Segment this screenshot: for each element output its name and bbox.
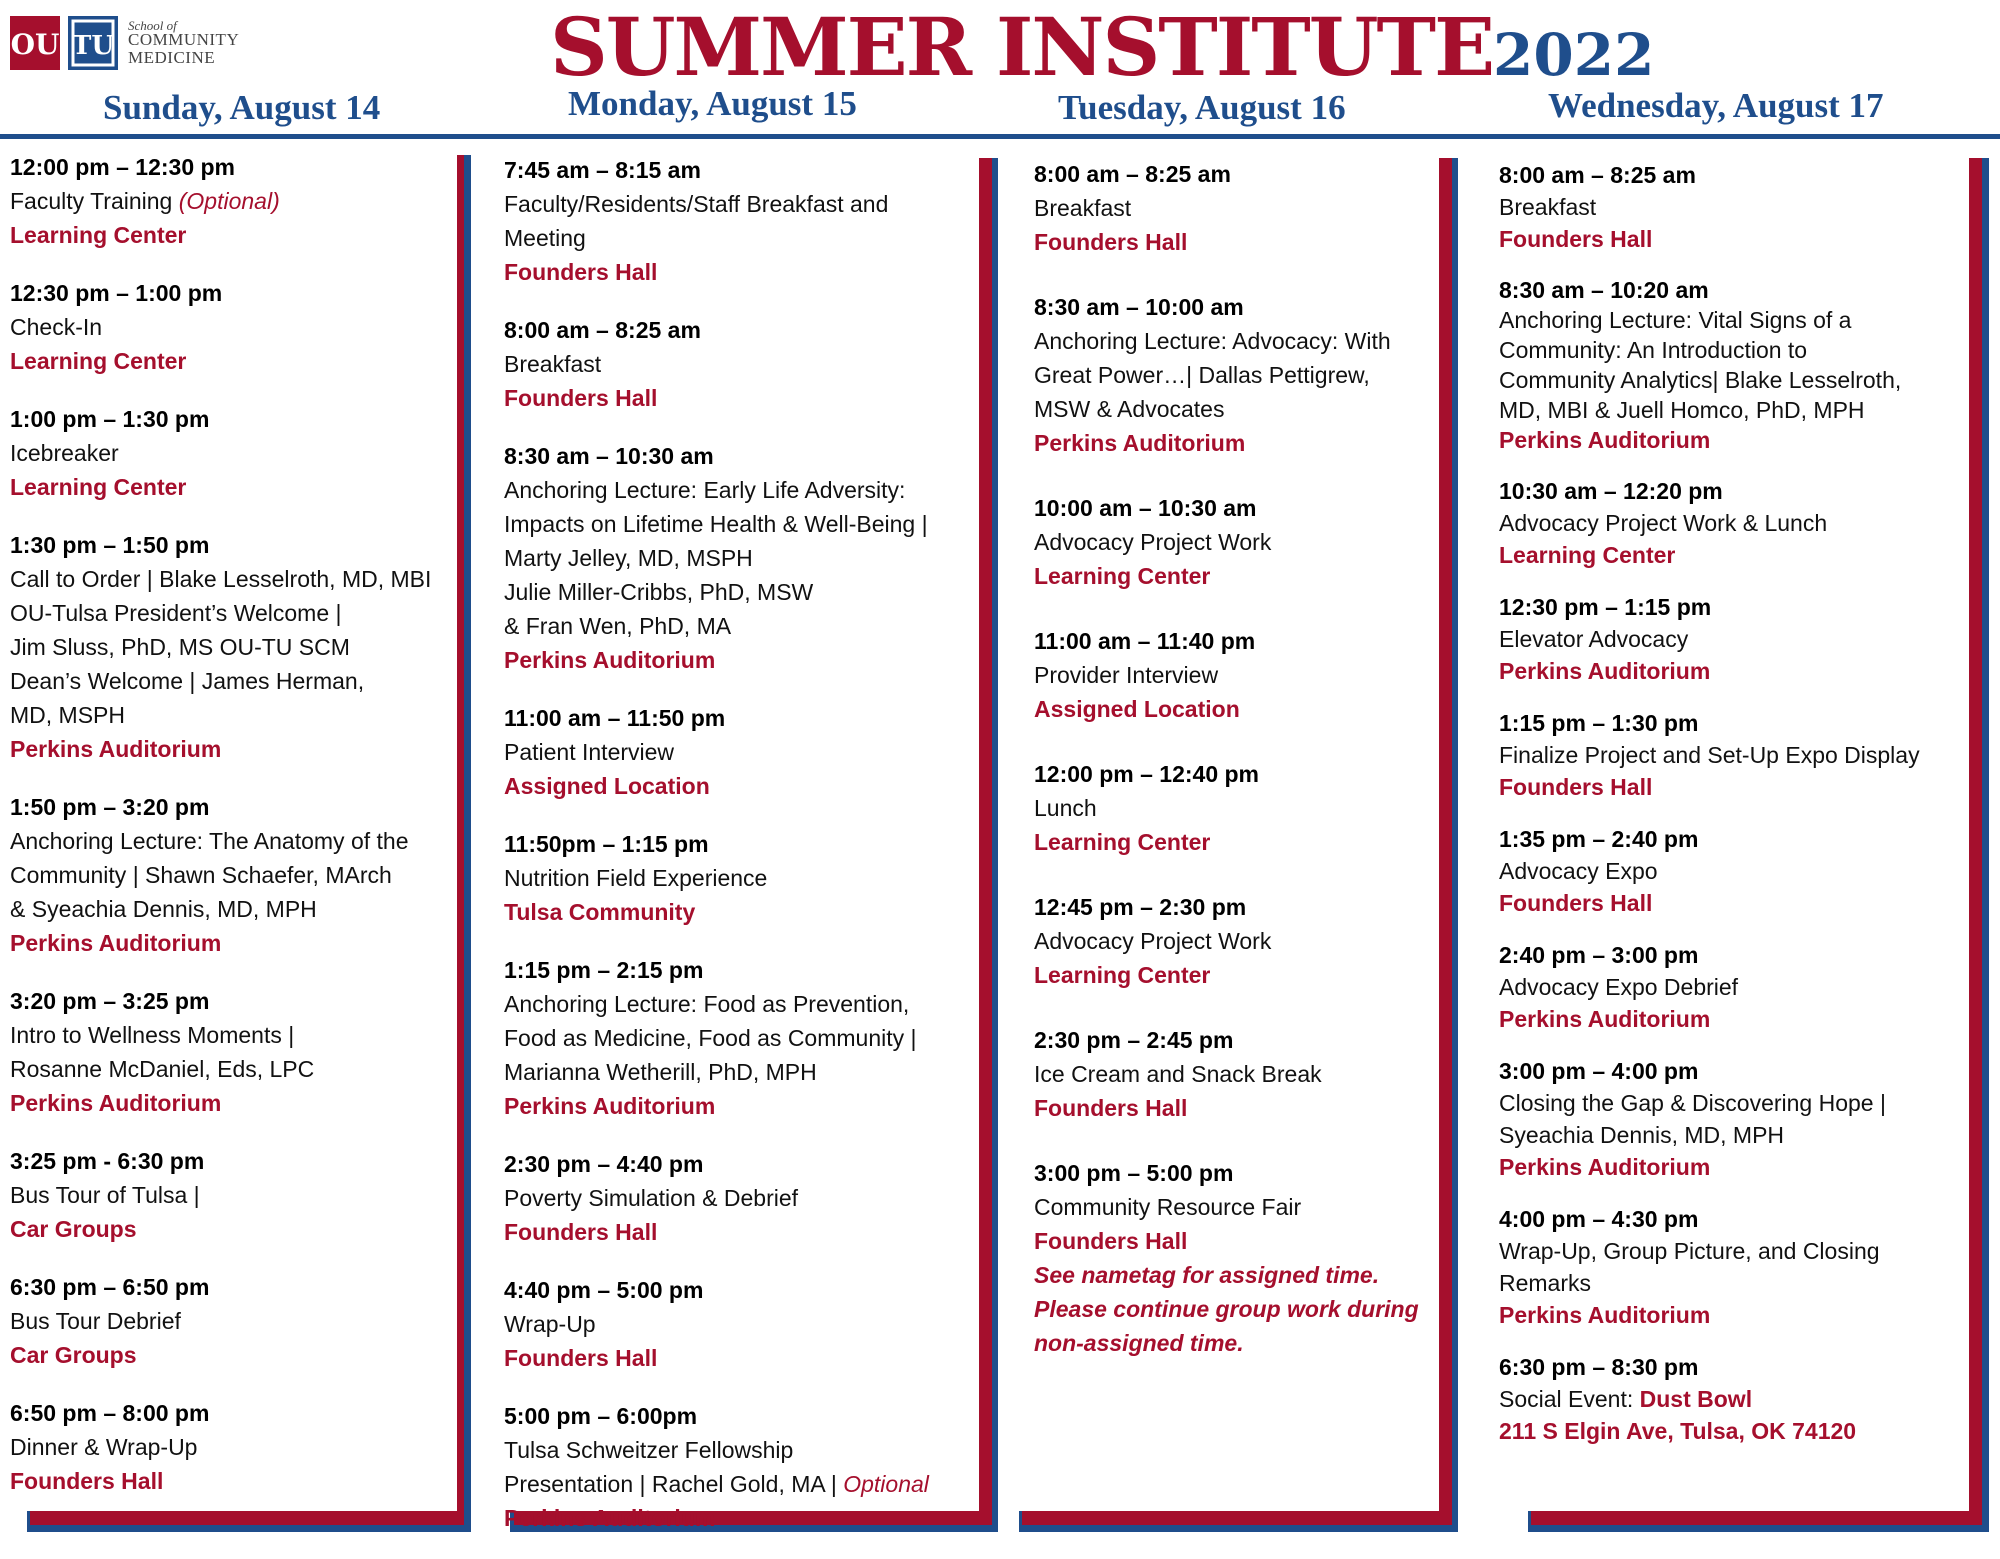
event-time: 10:00 am – 10:30 am (1034, 495, 1257, 521)
event-title: Closing the Gap & Discovering Hope | (1499, 1090, 1886, 1116)
event-time: 6:30 pm – 8:30 pm (1499, 1354, 1699, 1380)
event-title-line: Syeachia Dennis, MD, MPH (1499, 1122, 1785, 1148)
day-heading-monday: Monday, August 15 (568, 84, 857, 123)
event-title-line: Community | Shawn Schaefer, MArch (10, 862, 392, 888)
event-title-line: MSW & Advocates (1034, 396, 1225, 422)
event-item (1034, 491, 1434, 593)
event-title: Lunch (1034, 795, 1097, 821)
event-location: Founders Hall (504, 385, 658, 411)
event-time: 5:00 pm – 6:00pm (504, 1403, 698, 1429)
event-title: Provider Interview (1034, 662, 1219, 688)
event-item (1034, 890, 1434, 992)
event-location: Learning Center (10, 474, 187, 500)
event-title-line: Presentation | Rachel Gold, MA | Optional (504, 1471, 929, 1497)
event-location: Perkins Auditorium (10, 1090, 222, 1116)
event-location: Learning Center (1034, 962, 1211, 988)
logo-school-line: School of (128, 18, 177, 33)
event-optional-tag: (Optional) (178, 188, 280, 214)
event-title: Intro to Wellness Moments | (10, 1022, 295, 1048)
event-location: Founders Hall (1499, 226, 1653, 252)
event-location: Car Groups (10, 1342, 137, 1368)
event-title-line: Community: An Introduction to (1499, 337, 1808, 363)
page-title (550, 0, 1655, 94)
events-monday (504, 153, 979, 1559)
event-location: Perkins Auditorium (1499, 1006, 1711, 1032)
event-item (10, 984, 460, 1120)
event-item (10, 402, 460, 504)
event-title: Anchoring Lecture: The Anatomy of the (10, 828, 409, 854)
event-location: Founders Hall (1499, 890, 1653, 916)
event-title: Anchoring Lecture: Advocacy: With (1034, 328, 1391, 354)
event-item (504, 1147, 979, 1249)
event-venue-name: Dust Bowl (1639, 1386, 1753, 1412)
event-time: 3:00 pm – 5:00 pm (1034, 1160, 1234, 1186)
event-time: 8:30 am – 10:00 am (1034, 294, 1244, 320)
event-title-line: Jim Sluss, PhD, MS OU-TU SCM (10, 634, 350, 660)
event-item (1034, 757, 1434, 859)
event-item (504, 1273, 979, 1375)
event-location: Tulsa Community (504, 899, 696, 925)
event-title-line: Dean’s Welcome | James Herman, (10, 668, 365, 694)
event-item (10, 1144, 460, 1246)
event-title: Breakfast (504, 351, 602, 377)
event-location: Founders Hall (504, 259, 658, 285)
ou-logo-mark (10, 16, 60, 70)
event-item (1499, 591, 1969, 687)
event-time: 2:30 pm – 4:40 pm (504, 1151, 704, 1177)
event-location: Founders Hall (10, 1468, 164, 1494)
event-location: Perkins Auditorium (1499, 1302, 1711, 1328)
event-item (10, 150, 460, 252)
event-item (1034, 290, 1434, 460)
event-title-line: MD, MBI & Juell Homco, PhD, MPH (1499, 397, 1865, 423)
event-location: Founders Hall (1034, 1228, 1188, 1254)
event-title: Dinner & Wrap-Up (10, 1434, 198, 1460)
event-time: 8:30 am – 10:20 am (1499, 277, 1709, 303)
event-item (504, 701, 979, 803)
header-divider (0, 134, 2000, 139)
event-time: 3:00 pm – 4:00 pm (1499, 1058, 1699, 1084)
event-title: Elevator Advocacy (1499, 626, 1689, 652)
event-location: Founders Hall (1034, 229, 1188, 255)
logo-name-line2: MEDICINE (128, 48, 216, 67)
event-title-line: MD, MSPH (10, 702, 125, 728)
event-location: Perkins Auditorium (504, 1505, 716, 1531)
school-logo (10, 16, 250, 74)
event-title-line: Julie Miller-Cribbs, PhD, MSW (504, 579, 814, 605)
event-item (504, 953, 979, 1123)
event-time: 2:40 pm – 3:00 pm (1499, 942, 1699, 968)
event-time: 1:15 pm – 2:15 pm (504, 957, 704, 983)
event-location: Car Groups (10, 1216, 137, 1242)
event-location: Learning Center (10, 222, 187, 248)
events-tuesday (1034, 157, 1434, 1384)
event-item (504, 153, 979, 289)
event-title: Breakfast (1499, 194, 1597, 220)
event-title: Community Resource Fair (1034, 1194, 1302, 1220)
event-title: Wrap-Up, Group Picture, and Closing (1499, 1238, 1880, 1264)
event-location: Perkins Auditorium (1499, 658, 1711, 684)
event-time: 3:20 pm – 3:25 pm (10, 988, 210, 1014)
event-item (1499, 475, 1969, 571)
event-time: 6:30 pm – 6:50 pm (10, 1274, 210, 1300)
event-item (10, 790, 460, 960)
event-title-line: Meeting (504, 225, 586, 251)
title-year: 2022 (1493, 21, 1655, 89)
event-location: Learning Center (1034, 563, 1211, 589)
event-title: Ice Cream and Snack Break (1034, 1061, 1322, 1087)
event-item (504, 313, 979, 415)
logo-name-line1: COMMUNITY (128, 30, 240, 49)
event-time: 12:00 pm – 12:30 pm (10, 154, 236, 180)
ou-logo-text: OU (10, 28, 60, 61)
day-heading-tuesday: Tuesday, August 16 (1058, 88, 1346, 127)
event-item (1499, 1203, 1969, 1331)
event-title-line: Rosanne McDaniel, Eds, LPC (10, 1056, 315, 1082)
event-location: Founders Hall (504, 1219, 658, 1245)
event-time: 1:15 pm – 1:30 pm (1499, 710, 1699, 736)
tu-logo-text: TU (71, 31, 115, 61)
event-time: 1:35 pm – 2:40 pm (1499, 826, 1699, 852)
event-time: 1:50 pm – 3:20 pm (10, 794, 210, 820)
event-title-line: OU-Tulsa President’s Welcome | (10, 600, 342, 626)
event-time: 6:50 pm – 8:00 pm (10, 1400, 210, 1426)
event-location: Learning Center (10, 348, 187, 374)
event-time: 11:50pm – 1:15 pm (504, 831, 709, 857)
event-item (10, 1396, 460, 1498)
event-location: Perkins Auditorium (1034, 430, 1246, 456)
event-note: non-assigned time. (1034, 1330, 1244, 1356)
event-item (1499, 159, 1969, 255)
event-time: 11:00 am – 11:40 pm (1034, 628, 1256, 654)
event-time: 8:30 am – 10:30 am (504, 443, 714, 469)
event-location: Perkins Auditorium (504, 647, 716, 673)
event-title: Nutrition Field Experience (504, 865, 768, 891)
event-time: 1:00 pm – 1:30 pm (10, 406, 210, 432)
event-title: Anchoring Lecture: Early Life Adversity: (504, 477, 906, 503)
event-title-line: Remarks (1499, 1270, 1592, 1296)
event-time: 1:30 pm – 1:50 pm (10, 532, 210, 558)
event-time: 12:30 pm – 1:00 pm (10, 280, 223, 306)
event-title-line: Marianna Wetherill, PhD, MPH (504, 1059, 817, 1085)
event-location: Perkins Auditorium (10, 736, 222, 762)
event-time: 3:25 pm - 6:30 pm (10, 1148, 205, 1174)
event-optional-tag: Optional (843, 1471, 929, 1497)
event-title: Bus Tour of Tulsa | (10, 1182, 200, 1208)
event-location: Perkins Auditorium (1499, 1154, 1711, 1180)
event-title-line: & Syeachia Dennis, MD, MPH (10, 896, 317, 922)
event-title: Tulsa Schweitzer Fellowship (504, 1437, 794, 1463)
event-time: 4:00 pm – 4:30 pm (1499, 1206, 1699, 1232)
event-title: Advocacy Project Work (1034, 529, 1272, 555)
event-location: Perkins Auditorium (1499, 427, 1711, 453)
event-time: 2:30 pm – 2:45 pm (1034, 1027, 1234, 1053)
day-heading-sunday: Sunday, August 14 (103, 88, 381, 127)
event-item (1499, 707, 1969, 803)
event-time: 12:30 pm – 1:15 pm (1499, 594, 1712, 620)
event-item (504, 1399, 979, 1535)
event-item (10, 528, 460, 766)
event-item (504, 439, 979, 677)
event-time: 4:40 pm – 5:00 pm (504, 1277, 704, 1303)
event-item (1499, 275, 1969, 455)
event-title: Advocacy Expo Debrief (1499, 974, 1739, 1000)
event-item (1034, 1023, 1434, 1125)
event-location: Perkins Auditorium (10, 930, 222, 956)
day-heading-wednesday: Wednesday, August 17 (1548, 86, 1884, 125)
event-location: Assigned Location (504, 773, 710, 799)
event-title: Social Event: Dust Bowl (1499, 1386, 1753, 1412)
event-item (1499, 1351, 1969, 1447)
event-location: 211 S Elgin Ave, Tulsa, OK 74120 (1499, 1418, 1857, 1444)
event-title-line: Impacts on Lifetime Health & Well-Being | (504, 511, 928, 537)
event-item (504, 827, 979, 929)
event-title: Patient Interview (504, 739, 675, 765)
tu-logo-mark (68, 16, 118, 70)
event-title: Poverty Simulation & Debrief (504, 1185, 799, 1211)
event-title: Breakfast (1034, 195, 1132, 221)
event-title: Call to Order | Blake Lesselroth, MD, MBI (10, 566, 432, 592)
event-title: Check-In (10, 314, 103, 340)
title-main: SUMMER INSTITUTE (550, 0, 1494, 94)
events-wednesday (1499, 159, 1969, 1467)
event-item (1034, 1156, 1434, 1360)
event-title: Wrap-Up (504, 1311, 596, 1337)
event-title: Finalize Project and Set-Up Expo Display (1499, 742, 1920, 768)
event-location: Learning Center (1499, 542, 1676, 568)
event-item (1499, 823, 1969, 919)
event-title-line: Great Power…| Dallas Pettigrew, (1034, 362, 1370, 388)
event-item (1034, 157, 1434, 259)
events-sunday (10, 150, 460, 1522)
event-title: Advocacy Expo (1499, 858, 1658, 884)
event-location: Founders Hall (1034, 1095, 1188, 1121)
event-location: Perkins Auditorium (504, 1093, 716, 1119)
event-time: 11:00 am – 11:50 pm (504, 705, 726, 731)
event-title: Faculty Training (Optional) (10, 188, 280, 214)
event-item (10, 276, 460, 378)
event-location: Learning Center (1034, 829, 1211, 855)
logo-name (128, 31, 239, 67)
event-title: Advocacy Project Work (1034, 928, 1272, 954)
event-note: See nametag for assigned time. (1034, 1262, 1380, 1288)
event-time: 12:45 pm – 2:30 pm (1034, 894, 1247, 920)
event-title-line: Community Analytics| Blake Lesselroth, (1499, 367, 1902, 393)
event-title: Anchoring Lecture: Food as Prevention, (504, 991, 910, 1017)
event-time: 8:00 am – 8:25 am (1499, 162, 1696, 188)
event-title: Icebreaker (10, 440, 119, 466)
event-time: 7:45 am – 8:15 am (504, 157, 701, 183)
event-time: 8:00 am – 8:25 am (1034, 161, 1231, 187)
event-location: Founders Hall (504, 1345, 658, 1371)
event-title-line: Marty Jelley, MD, MSPH (504, 545, 753, 571)
event-title: Faculty/Residents/Staff Breakfast and (504, 191, 889, 217)
event-item (1034, 624, 1434, 726)
event-time: 10:30 am – 12:20 pm (1499, 478, 1723, 504)
event-title: Bus Tour Debrief (10, 1308, 181, 1334)
event-title: Advocacy Project Work & Lunch (1499, 510, 1828, 536)
event-time: 12:00 pm – 12:40 pm (1034, 761, 1260, 787)
event-time: 8:00 am – 8:25 am (504, 317, 701, 343)
event-title-line: & Fran Wen, PhD, MA (504, 613, 732, 639)
event-note: Please continue group work during (1034, 1296, 1419, 1322)
event-item (1499, 939, 1969, 1035)
event-item (10, 1270, 460, 1372)
event-item (1499, 1055, 1969, 1183)
event-title: Anchoring Lecture: Vital Signs of a (1499, 307, 1852, 333)
event-location: Assigned Location (1034, 696, 1240, 722)
event-title-line: Food as Medicine, Food as Community | (504, 1025, 917, 1051)
event-location: Founders Hall (1499, 774, 1653, 800)
